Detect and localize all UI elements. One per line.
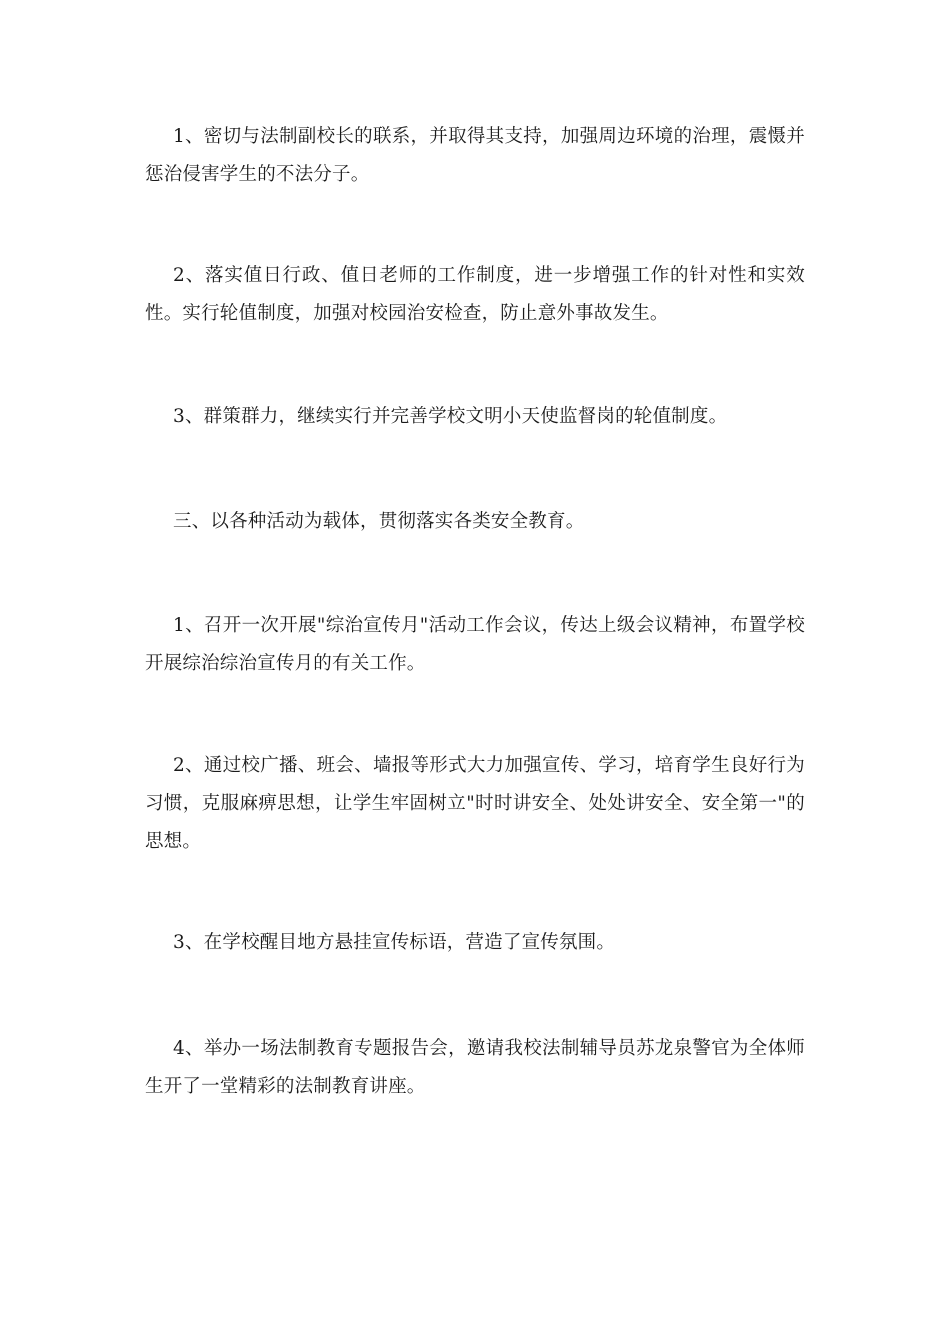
paragraph-7: 3、在学校醒目地方悬挂宣传标语，营造了宣传氛围。 — [173, 932, 616, 953]
paragraph-5: 1、召开一次开展"综治宣传月"活动工作会议，传达上级会议精神，布置学校开展综治综治宣传月的有关工作。 — [145, 615, 805, 674]
paragraph-6: 2、通过校广播、班会、墙报等形式大力加强宣传、学习，培育学生良好行为习惯，克服麻痹思想，让学生牢固树立"时时讲安全、处处讲安全、安全第一"的思想。 — [145, 755, 805, 852]
paragraph-3: 3、群策群力，继续实行并完善学校文明小天使监督岗的轮值制度。 — [173, 406, 728, 427]
section-heading: 三、以各种活动为载体，贯彻落实各类安全教育。 — [173, 511, 585, 532]
paragraph-2: 2、落实值日行政、值日老师的工作制度，进一步增强工作的针对性和实效性。实行轮值制度，加强对校园治安检查，防止意外事故发生。 — [145, 265, 805, 324]
paragraph-1: 1、密切与法制副校长的联系，并取得其支持，加强周边环境的治理，震慑并惩治侵害学生的不法分子。 — [145, 126, 805, 185]
paragraph-8: 4、举办一场法制教育专题报告会，邀请我校法制辅导员苏龙泉警官为全体师生开了一堂精彩的法制教育讲座。 — [145, 1038, 805, 1097]
